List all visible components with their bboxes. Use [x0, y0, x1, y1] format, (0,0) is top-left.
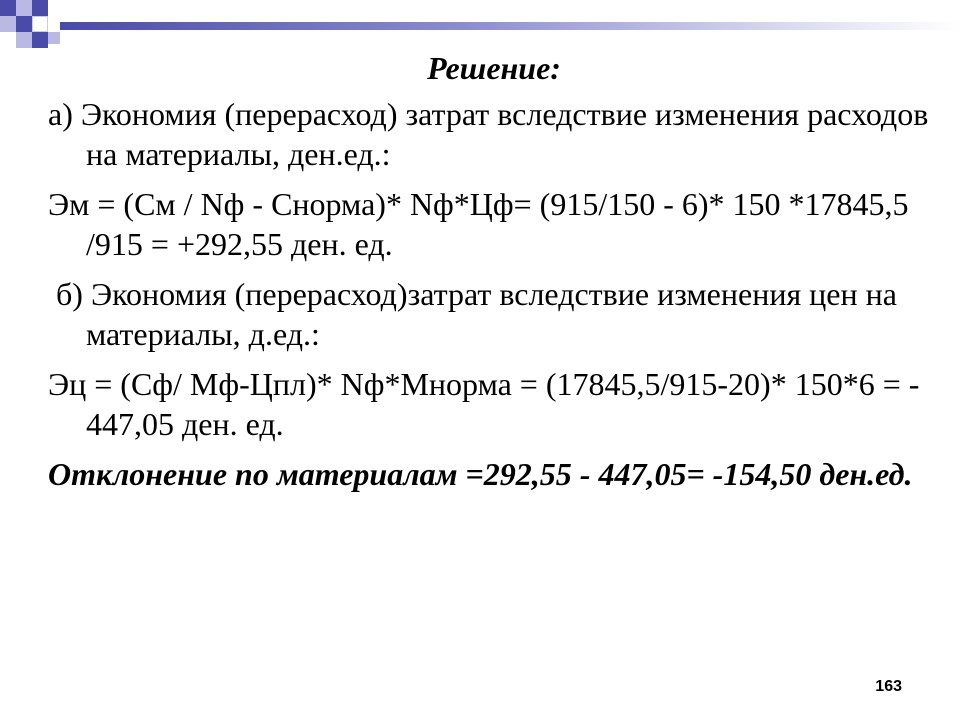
paragraph-b: б) Экономия (перерасход)затрат вследствие изменения цен на материалы, д.ед.:: [56, 276, 897, 352]
slide-title: Решение:: [427, 50, 561, 86]
deco-square: [32, 32, 48, 48]
deco-square: [32, 0, 48, 16]
deco-square: [32, 16, 48, 32]
deco-square: [16, 16, 32, 32]
formula-em: Эм = (См / Nф - Снорма)* Nф*Цф= (915/150 - 6)* 150 *17845,5 /915 = +292,55 ден. ед.: [48, 186, 909, 262]
formula-ec: Эц = (Сф/ Мф-Цпл)* Nф*Мнорма = (17845,5/915-20)* 150*6 = - 447,05 ден. ед.: [48, 366, 920, 442]
top-gradient-bar: [60, 22, 960, 30]
deco-square: [16, 32, 32, 48]
paragraph-a: а) Экономия (перерасход) затрат вследствие изменения расходов на материалы, ден.ед.:: [48, 96, 929, 172]
material-deviation-result: Отклонение по материалам =292,55 - 447,05= -154,50 ден.ед.: [48, 456, 913, 492]
slide-content: [48, 40, 940, 504]
deco-square: [0, 0, 16, 16]
deco-square: [16, 0, 32, 16]
page-number: 163: [875, 678, 902, 695]
deco-square: [0, 16, 16, 32]
